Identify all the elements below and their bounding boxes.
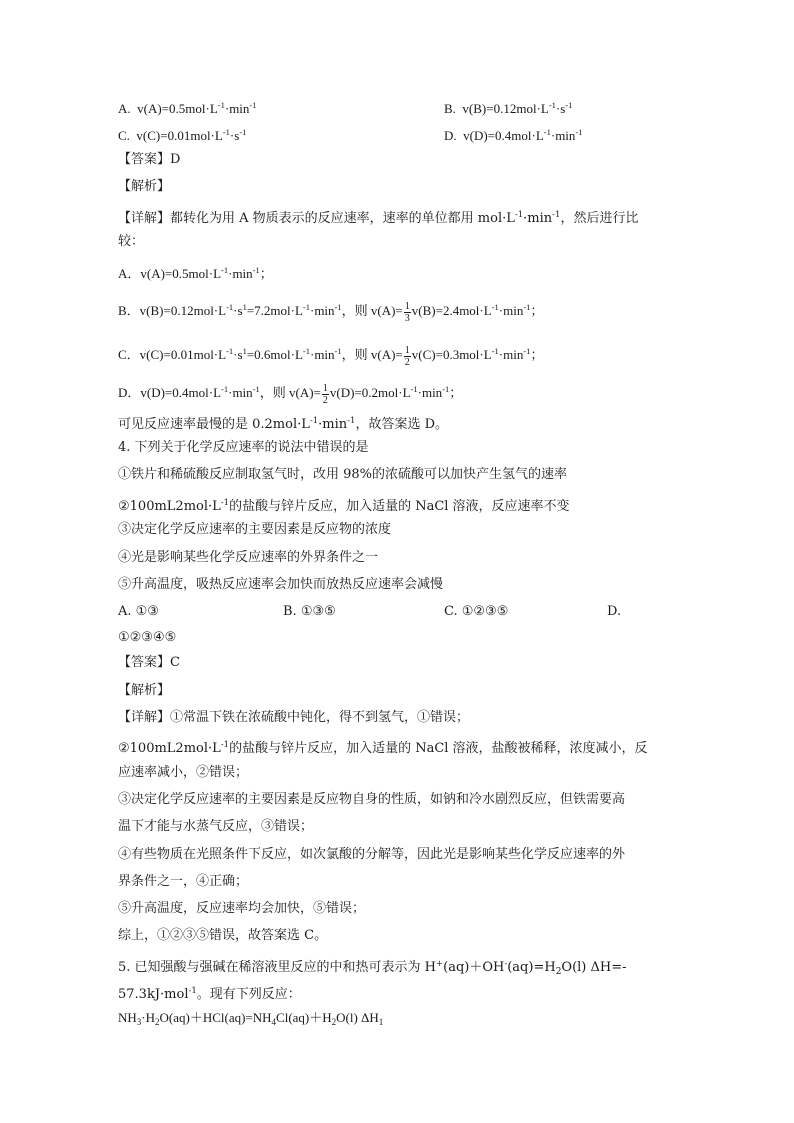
q3-conclusion: 可见反应速率最慢的是 $0.2mol\cdot L^{-1}\cdot\min^{-1}$，故答案选 D。: [118, 416, 449, 432]
q4-detail-4b: 界条件之一，④正确；: [118, 874, 249, 889]
q4-detail-5: ⑤升高温度，反应速率均会加快，⑤错误；: [118, 901, 366, 916]
q4-detail-3b: 温下才能与水蒸气反应，③错误；: [118, 819, 314, 834]
q4-analysis-label: 【解析】: [118, 683, 171, 698]
q4-answer: 【答案】C: [118, 655, 180, 670]
q4-statement-5: ⑤升高温度，吸热反应速率会加快而放热反应速率会减慢: [118, 577, 444, 592]
q4-statement-1: ①铁片和稀硫酸反应制取氢气时，改用 98%的浓硫酸可以加快产生氢气的速率: [118, 467, 568, 482]
q4-detail-2a: $②100mL2mol\cdot L^{-1}$的盐酸与锌片反应，加入适量的 NaCl 溶液，盐酸被稀释，浓度减小，反: [118, 740, 648, 756]
q4-option-d: D.: [607, 604, 622, 619]
q3-detail-line2: 较：: [118, 234, 145, 249]
q3-option-b: B. $v(B)=0.12mol\cdot L^{-1}\cdot s^{-1}$: [444, 100, 573, 116]
q4-statement-2: $②100mL2mol\cdot L^{-1}$的盐酸与锌片反应，加入适量的 NaCl 溶液，反应速率不变: [118, 498, 570, 514]
q4-option-a: A. ①③: [118, 604, 159, 619]
q4-detail-1: 【详解】①常温下铁在浓硫酸中钝化，得不到氢气，①错误；: [118, 710, 470, 725]
fraction-one-half: $\frac{1}{2}$: [322, 382, 328, 406]
q4-option-d-text: ①②③④⑤: [118, 630, 177, 645]
q3-option-a: A. $v(A)=0.5mol\cdot L^{-1}\cdot\min^{-1}$: [118, 100, 257, 116]
q3-answer: 【答案】D: [118, 152, 181, 167]
q3-detail-line1: 【详解】都转化为用 A 物质表示的反应速率，速率的单位都用 $mol\cdot L^{-1}\cdot\min^{-1}$，然后进行比: [118, 210, 639, 226]
q4-statement-4: ④光是影响某些化学反应速率的外界条件之一: [118, 550, 379, 565]
q4-detail-3a: ③决定化学反应速率的主要因素是反应物自身的性质，如钠和冷水剧烈反应，但铁需要高: [118, 792, 626, 807]
q4-detail-4a: ④有些物质在光照条件下反应，如次氯酸的分解等，因此光是影响某些化学反应速率的外: [118, 847, 626, 862]
fraction-one-third: $\frac{1}{3}$: [404, 300, 410, 324]
q4-option-c: C. ①②③⑤: [444, 604, 509, 619]
q5-stem-line2: 57.3kJ·mol$^{-1}$。现有下列反应：: [118, 986, 301, 1002]
q3-option-d: D. $v(D)=0.4mol\cdot L^{-1}\cdot\min^{-1}$: [444, 127, 583, 143]
fraction-one-half: $\frac{1}{2}$: [404, 344, 410, 368]
q4-stem: 4. 下列关于化学反应速率的说法中错误的是: [118, 440, 369, 455]
q3-detail-a: A．$v(A)=0.5mol\cdot L^{-1}\cdot\min^{-1}$；: [118, 265, 273, 281]
q3-detail-c: C．$v(C)=0.01mol\cdot L^{-1}\cdot s^1=0.6mol\cdot L^{-1}\cdot\min^{-1}$，则 v(A)= $\frac{1}{2}$ $v(C)=0.3mol\cdot L^{-1}\cdot\min^{-1}$；: [118, 344, 544, 368]
q5-reaction-1: $NH_3\cdot H_2O(aq)+HCl(aq)=NH_4Cl(aq)+H_2O(l)$ $\Delta H_1$: [118, 1010, 384, 1027]
q3-option-c: C. $v(C)=0.01mol\cdot L^{-1}\cdot s^{-1}$: [118, 127, 247, 143]
q4-detail-2b: 应速率减小，②错误；: [118, 765, 249, 780]
q5-stem-line1: 5. 已知强酸与强碱在稀溶液里反应的中和热可表示为 $H^+(aq)+OH^-(aq)=H_2O(l)$ ΔH=-: [118, 959, 627, 977]
q3-detail-b: B．$v(B)=0.12mol\cdot L^{-1}\cdot s^1=7.2mol\cdot L^{-1}\cdot\min^{-1}$，则 v(A)= $\frac{1}{3}$ $v(B)=2.4mol\cdot L^{-1}\cdot\min^{-1}$；: [118, 300, 544, 324]
q3-analysis-label: 【解析】: [118, 179, 171, 194]
q4-summary: 综上，①②③⑤错误，故答案选 C。: [118, 928, 328, 943]
q4-option-b: B. ①③⑤: [283, 604, 336, 619]
q3-detail-d: D．$v(D)=0.4mol\cdot L^{-1}\cdot\min^{-1}$，则 v(A)= $\frac{1}{2}$ $v(D)=0.2mol\cdot L^{-1}\cdot\min^{-1}$；: [118, 382, 463, 406]
q4-statement-3: ③决定化学反应速率的主要因素是反应物的浓度: [118, 522, 392, 537]
